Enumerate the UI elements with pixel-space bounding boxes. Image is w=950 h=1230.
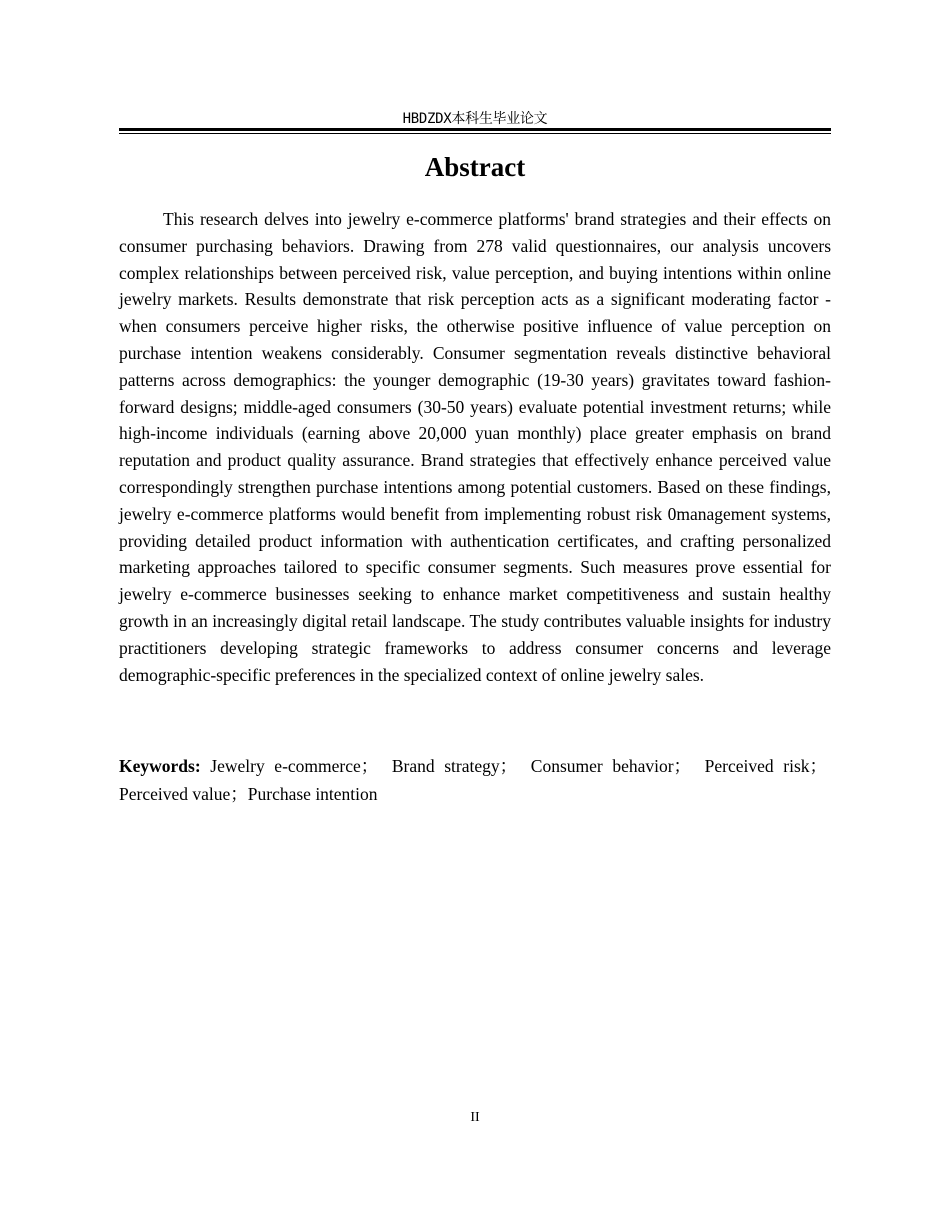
keyword-item: Brand strategy <box>391 756 500 776</box>
keyword-separator: ； <box>230 784 248 804</box>
keyword-item: Perceived value <box>119 784 231 804</box>
keyword-item: Purchase intention <box>247 784 378 804</box>
header-rule-thick <box>119 128 831 131</box>
abstract-body: This research delves into jewelry e-commerce platforms' brand strategies and their effects on consumer purchasing behaviors. Drawing from 278 valid questionnaires, our analysis uncovers complex relationships between perceived risk, value perception, and buying intentions within online jewelry markets. Results demonstrate that risk perception acts as a significant moderating factor - when consumers perceive higher risks, the otherwise positive influence of value perception on purchase intention weakens considerably. Consumer segmentation reveals distinctive behavioral patterns across demographics: the younger demographic (19-30 years) gravitates toward fashion-forward designs; middle-aged consumers (30-50 years) evaluate potential investment returns; while high-income individuals (earning above 20,000 yuan monthly) place greater emphasis on brand reputation and product quality assurance. Brand strategies that effectively enhance perceived value correspondingly strengthen purchase intentions among potential customers. Based on these findings, jewelry e-commerce platforms would benefit from implementing robust risk 0management systems, providing detailed product information with authentication certificates, and crafting personalized marketing approaches tailored to specific consumer segments. Such measures prove essential for jewelry e-commerce businesses seeking to enhance market competitiveness and sustain healthy growth in an increasingly digital retail landscape. The study contributes valuable insights for industry practitioners developing strategic frameworks to address consumer concerns and leverage demographic-specific preferences in the specialized context of online jewelry sales. <box>119 209 831 685</box>
keyword-item: Consumer behavior <box>530 756 674 776</box>
keyword-separator: ； <box>360 756 379 776</box>
keywords-line <box>119 752 831 808</box>
keyword-separator: ； <box>673 756 692 776</box>
header-rule-thin <box>119 133 831 134</box>
page-number: II <box>470 1110 480 1125</box>
running-header: HBDZDX本科生毕业论文 <box>402 111 548 127</box>
keyword-separator: ； <box>499 756 518 776</box>
keyword-item: Jewelry e-commerce <box>210 756 361 776</box>
keywords-label: Keywords: <box>119 756 201 776</box>
abstract-title: Abstract <box>424 152 526 182</box>
keyword-item: Perceived risk <box>704 756 810 776</box>
keyword-separator: ； <box>809 756 828 776</box>
